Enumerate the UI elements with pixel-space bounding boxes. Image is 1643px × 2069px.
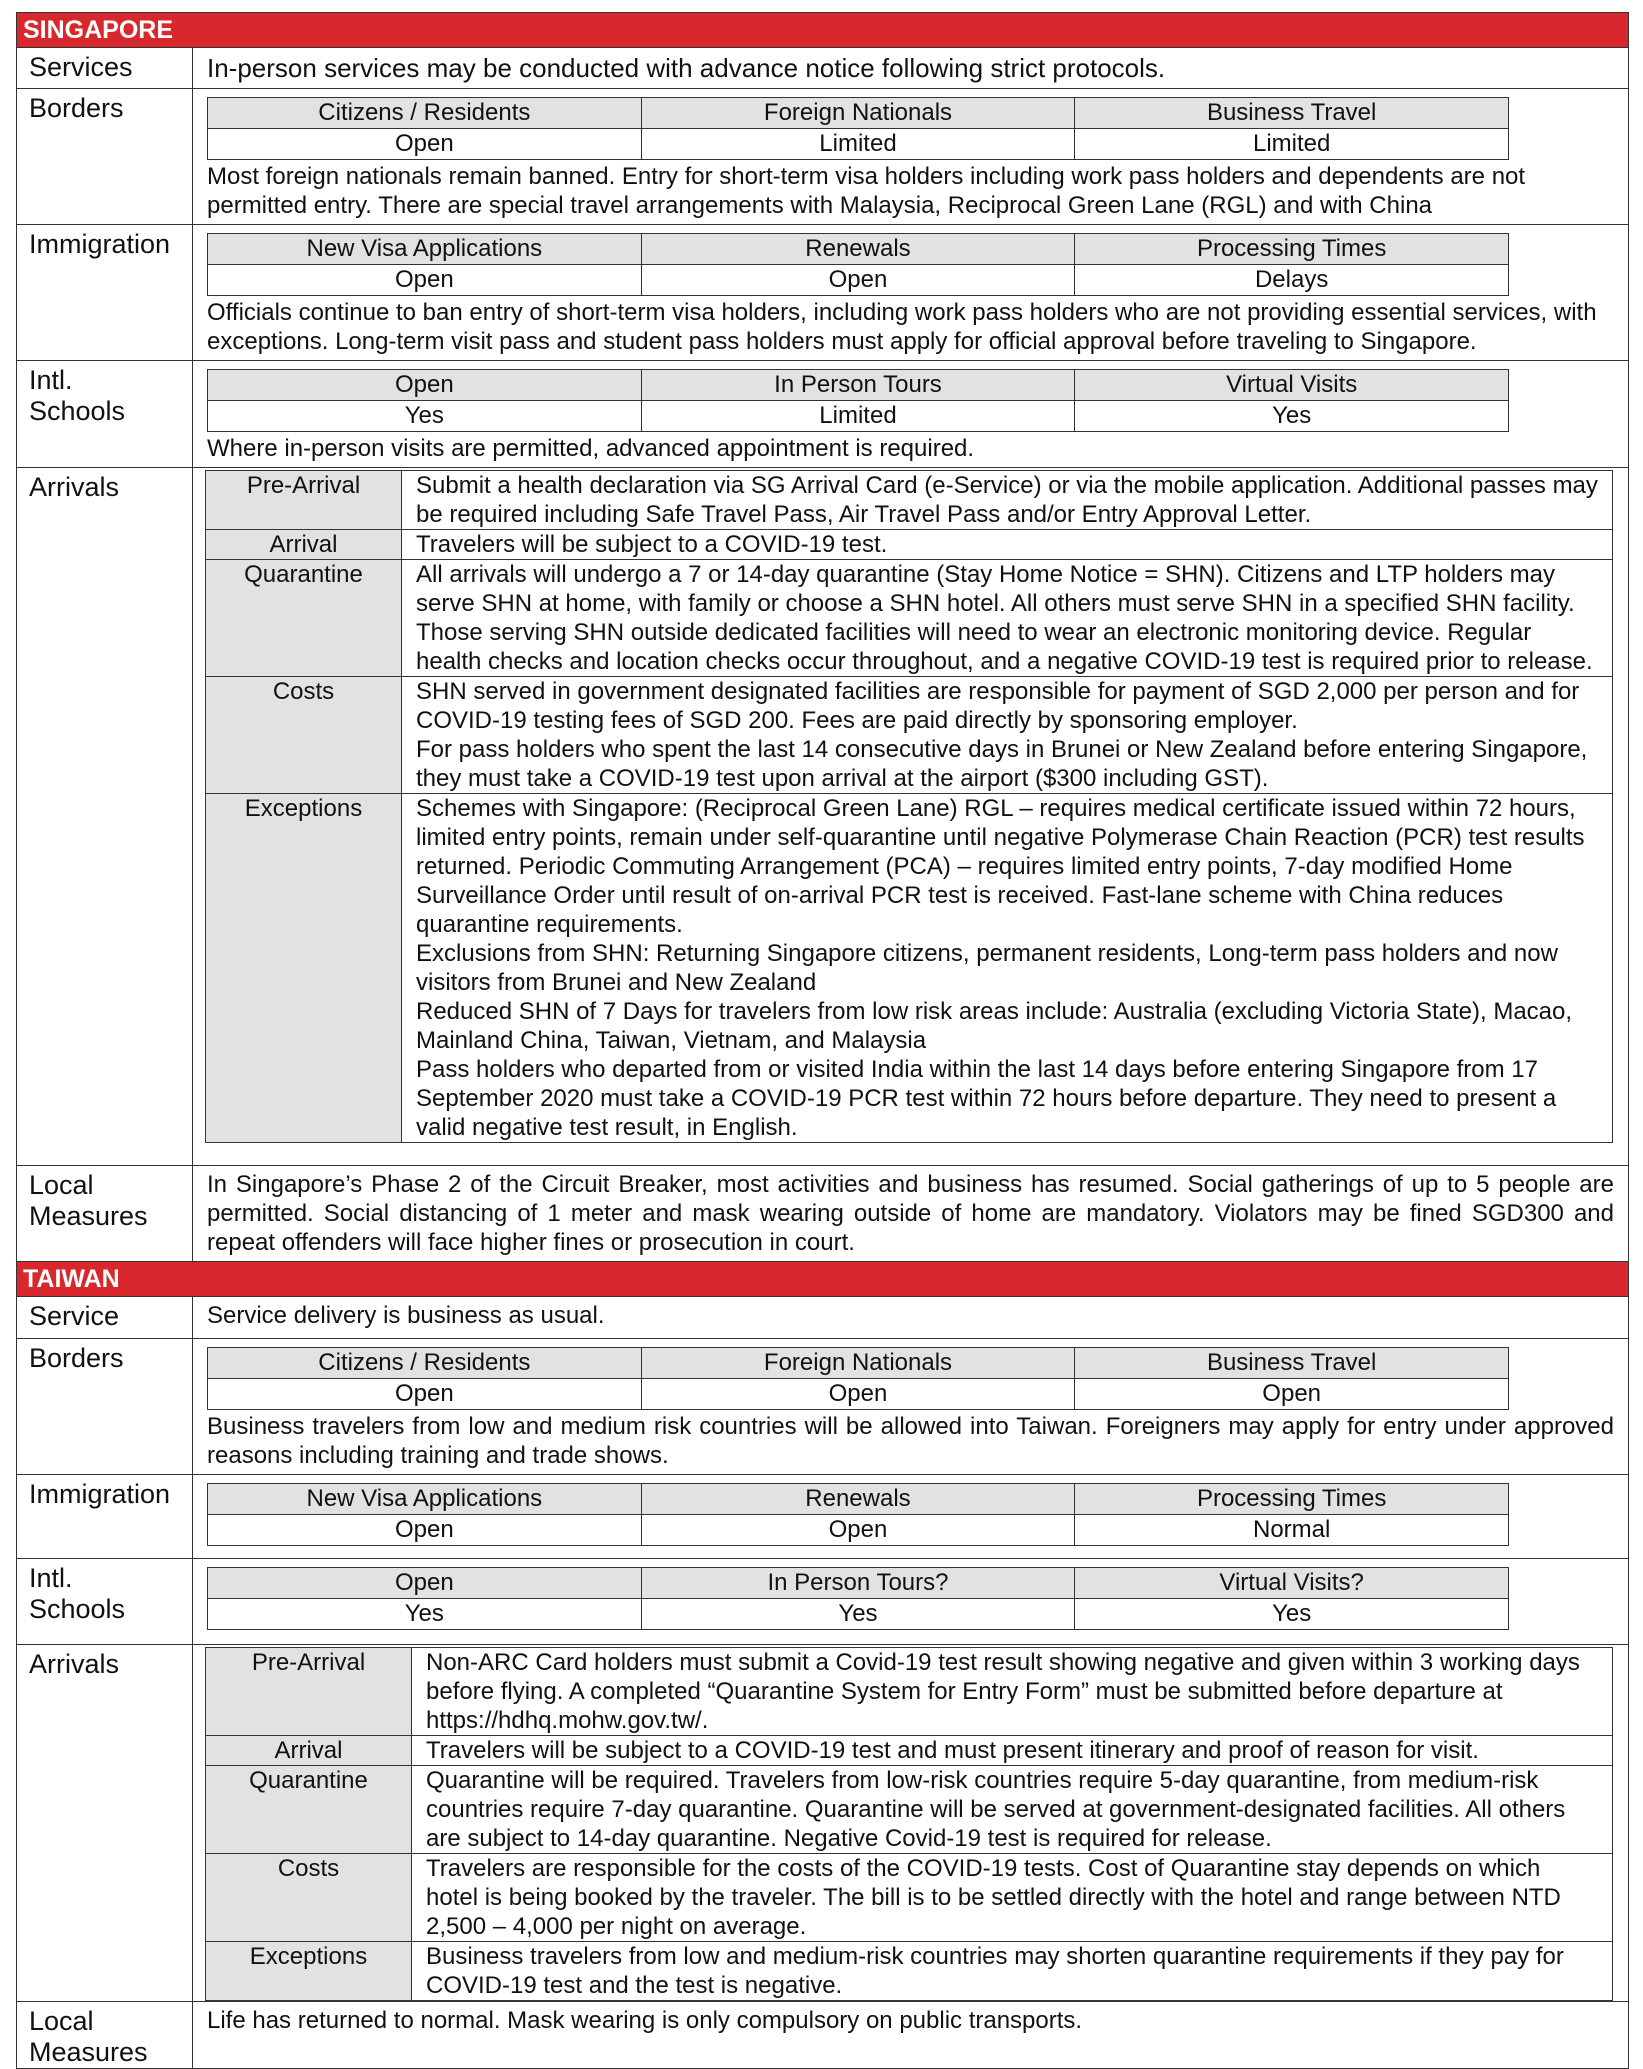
row-immigration — [17, 225, 1629, 361]
row-local-measures — [17, 1166, 1629, 1262]
local-measures-text: In Singapore’s Phase 2 of the Circuit Breaker, most activities and business has resumed. Social gatherings of up to 5 people are permitted. Social distancing of 1 meter and mask wearing outside of home are mandatory. Violators may be fined SGD300 and repeat offenders will face higher fines or prosecution in court. — [207, 1171, 1614, 1256]
row-borders — [17, 89, 1629, 225]
arrivals-row-arrival — [206, 1736, 1613, 1766]
row-label: Borders — [17, 89, 193, 225]
arrivals-text — [402, 471, 1613, 530]
status-grid — [207, 233, 1509, 296]
local-measures-text: Life has returned to normal. Mask wearing is only compulsory on public transports. — [207, 2007, 1083, 2034]
grid-value: Open — [208, 265, 642, 296]
grid-value: Yes — [1075, 401, 1509, 432]
row-label: Services — [17, 48, 193, 89]
arrivals-label: Pre-Arrival — [206, 1648, 412, 1736]
grid-header: Virtual Visits — [1075, 370, 1509, 401]
arrivals-label: Exceptions — [206, 794, 402, 1143]
row-label — [17, 2002, 193, 2069]
label-line: Schools — [29, 396, 126, 426]
row-schools — [17, 361, 1629, 468]
row-content — [193, 1339, 1629, 1475]
borders-note: Most foreign nationals remain banned. Entry for short-term visa holders including work pass holders and dependents are not permitted entry. There are special travel arrangements with Malaysia, Reciprocal Green Lane (RGL) and with China — [207, 163, 1526, 219]
arrivals-text — [412, 1736, 1613, 1766]
grid-header: Business Travel — [1075, 1348, 1509, 1379]
row-label: Arrivals — [17, 468, 193, 1166]
label-line: Local — [29, 2006, 94, 2036]
grid-header: Renewals — [641, 1484, 1075, 1515]
label-line: Measures — [29, 2037, 148, 2067]
paragraph: Quarantine will be required. Travelers from low-risk countries require 5-day quarantine, from medium-risk countries require 7-day quarantine. Quarantine will be served at government-designated facilities. All others are subject to 14-day quarantine. Negative Covid-19 test is required for release. — [426, 1767, 1566, 1852]
paragraph: Submit a health declaration via SG Arrival Card (e-Service) or via the mobile application. Additional passes may be required including Safe Travel Pass, Air Travel Pass and/or Entry Approval Letter. — [416, 472, 1598, 528]
arrivals-table — [205, 470, 1613, 1143]
grid-value: Limited — [1075, 129, 1509, 160]
grid-header: New Visa Applications — [208, 1484, 642, 1515]
grid-header: In Person Tours — [641, 370, 1075, 401]
grid-value: Limited — [641, 401, 1075, 432]
grid-value: Yes — [641, 1599, 1075, 1630]
status-grid — [207, 369, 1509, 432]
grid-value: Limited — [641, 129, 1075, 160]
paragraph: All arrivals will undergo a 7 or 14-day quarantine (Stay Home Notice = SHN). Citizens and LTP holders may serve SHN at home, with family or choose a SHN hotel. All others must serve SHN in a specified SHN facility. Those serving SHN outside dedicated facilities will need to wear an electronic monitoring device. Regular health checks and location checks occur throughout, and a negative COVID-19 test is required prior to release. — [416, 561, 1593, 675]
arrivals-label: Pre-Arrival — [206, 471, 402, 530]
row-label: Immigration — [17, 225, 193, 361]
arrivals-text — [412, 1942, 1613, 2001]
paragraph: Business travelers from low and medium-risk countries may shorten quarantine requirements if they pay for COVID-19 test and the test is negative. — [426, 1943, 1564, 1999]
row-label — [17, 1166, 193, 1262]
arrivals-label: Exceptions — [206, 1942, 412, 2001]
grid-value: Yes — [208, 1599, 642, 1630]
country-header-taiwan: TAIWAN — [17, 1262, 1629, 1297]
grid-value: Open — [641, 265, 1075, 296]
arrivals-row-exceptions — [206, 794, 1613, 1143]
arrivals-text — [412, 1648, 1613, 1736]
borders-note: Business travelers from low and medium risk countries will be allowed into Taiwan. Foreigners may apply for entry under approved reasons including training and trade shows. — [207, 1413, 1614, 1469]
row-content — [193, 89, 1629, 225]
country-header-singapore: SINGAPORE — [17, 13, 1629, 48]
status-grid — [207, 1567, 1509, 1630]
paragraph: Travelers are responsible for the costs of the COVID-19 tests. Cost of Quarantine stay depends on which hotel is being booked by the traveler. The bill is to be settled directly with the hotel and range between NTD 2,500 – 4,000 per night on average. — [426, 1855, 1561, 1940]
arrivals-row-pre-arrival — [206, 1648, 1613, 1736]
grid-header: New Visa Applications — [208, 234, 642, 265]
arrivals-label: Arrival — [206, 1736, 412, 1766]
paragraph: SHN served in government designated facilities are responsible for payment of SGD 2,000 per person and for COVID-19 testing fees of SGD 200. Fees are paid directly by sponsoring employer. — [416, 678, 1580, 734]
row-content — [193, 1475, 1629, 1559]
grid-header: Virtual Visits? — [1075, 1568, 1509, 1599]
arrivals-row-pre-arrival — [206, 471, 1613, 530]
row-label: Borders — [17, 1339, 193, 1475]
row-label — [17, 1559, 193, 1645]
arrivals-text — [402, 530, 1613, 560]
grid-header: Foreign Nationals — [641, 1348, 1075, 1379]
grid-header: Citizens / Residents — [208, 98, 642, 129]
status-grid — [207, 1347, 1509, 1410]
schools-note: Where in-person visits are permitted, advanced appointment is required. — [207, 435, 975, 462]
row-label: Immigration — [17, 1475, 193, 1559]
grid-header: Citizens / Residents — [208, 1348, 642, 1379]
paragraph: Travelers will be subject to a COVID-19 test and must present itinerary and proof of reason for visit. — [426, 1737, 1479, 1764]
grid-value: Open — [641, 1379, 1075, 1410]
row-services — [17, 48, 1629, 89]
row-schools — [17, 1559, 1629, 1645]
grid-value: Yes — [208, 401, 642, 432]
grid-value: Open — [1075, 1379, 1509, 1410]
row-arrivals — [17, 1645, 1629, 2002]
status-grid — [207, 1483, 1509, 1546]
grid-header: Foreign Nationals — [641, 98, 1075, 129]
arrivals-text — [412, 1766, 1613, 1854]
row-content — [193, 225, 1629, 361]
arrivals-label: Quarantine — [206, 1766, 412, 1854]
row-content — [193, 1559, 1629, 1645]
row-service — [17, 1297, 1629, 1339]
row-content — [193, 2002, 1629, 2069]
paragraph: Travelers will be subject to a COVID-19 test. — [416, 531, 888, 558]
row-borders — [17, 1339, 1629, 1475]
label-line: Local — [29, 1170, 94, 1200]
row-label: Arrivals — [17, 1645, 193, 2002]
row-content — [193, 468, 1629, 1166]
arrivals-label: Arrival — [206, 530, 402, 560]
row-local-measures — [17, 2002, 1629, 2069]
label-line: Intl. — [29, 365, 73, 395]
arrivals-text — [402, 560, 1613, 677]
label-line: Measures — [29, 1201, 148, 1231]
grid-header: Renewals — [641, 234, 1075, 265]
arrivals-row-costs — [206, 1854, 1613, 1942]
country-status-table — [16, 12, 1629, 2069]
paragraph: Reduced SHN of 7 Days for travelers from low risk areas include: Australia (excluding Victoria State), Macao, Mainland China, Taiwan, Vietnam, and Malaysia — [416, 998, 1573, 1054]
row-label — [17, 361, 193, 468]
row-content — [193, 48, 1629, 89]
grid-header: Open — [208, 370, 642, 401]
immigration-note: Officials continue to ban entry of short-term visa holders, including work pass holders who are not providing essential services, with exceptions. Long-term visit pass and student pass holders must apply for official approval before traveling to Singapore. — [207, 299, 1597, 355]
arrivals-label: Quarantine — [206, 560, 402, 677]
arrivals-row-quarantine — [206, 560, 1613, 677]
arrivals-row-exceptions — [206, 1942, 1613, 2001]
paragraph: For pass holders who spent the last 14 consecutive days in Brunei or New Zealand before entering Singapore, they must take a COVID-19 test upon arrival at the airport ($300 including GST). — [416, 736, 1588, 792]
row-immigration — [17, 1475, 1629, 1559]
grid-header: Business Travel — [1075, 98, 1509, 129]
arrivals-text — [402, 794, 1613, 1143]
service-text: Service delivery is business as usual. — [207, 1302, 605, 1329]
arrivals-row-quarantine — [206, 1766, 1613, 1854]
arrivals-row-arrival — [206, 530, 1613, 560]
paragraph: Exclusions from SHN: Returning Singapore citizens, permanent residents, Long-term pass holders and now visitors from Brunei and New Zealand — [416, 940, 1558, 996]
paragraph: Non-ARC Card holders must submit a Covid-19 test result showing negative and given within 3 working days before flying. A completed “Quarantine System for Entry Form” must be submitted before departure at https://hdhq.mohw.gov.tw/. — [426, 1649, 1580, 1734]
arrivals-label: Costs — [206, 1854, 412, 1942]
grid-value: Normal — [1075, 1515, 1509, 1546]
grid-header: Open — [208, 1568, 642, 1599]
row-content — [193, 1297, 1629, 1339]
grid-header: Processing Times — [1075, 234, 1509, 265]
grid-value: Open — [641, 1515, 1075, 1546]
grid-value: Open — [208, 129, 642, 160]
arrivals-text — [412, 1854, 1613, 1942]
status-grid — [207, 97, 1509, 160]
row-content — [193, 361, 1629, 468]
grid-header: In Person Tours? — [641, 1568, 1075, 1599]
row-content — [193, 1166, 1629, 1262]
paragraph: Schemes with Singapore: (Reciprocal Green Lane) RGL – requires medical certificate issued within 72 hours, limited entry points, remain under self-quarantine until negative Polymerase Chain Reaction (PCR) test results returned. Periodic Commuting Arrangement (PCA) – requires limited entry points, 7-day modified Home Surveillance Order until result of on-arrival PCR test is received. Fast-lane scheme with China reduces quarantine requirements. — [416, 795, 1585, 938]
grid-value: Delays — [1075, 265, 1509, 296]
arrivals-text — [402, 677, 1613, 794]
arrivals-table — [205, 1647, 1613, 2001]
arrivals-label: Costs — [206, 677, 402, 794]
document-page — [16, 12, 1629, 2067]
row-arrivals — [17, 468, 1629, 1166]
label-line: Schools — [29, 1594, 126, 1624]
arrivals-row-costs — [206, 677, 1613, 794]
services-text: In-person services may be conducted with advance notice following strict protocols. — [207, 53, 1166, 83]
grid-value: Open — [208, 1515, 642, 1546]
grid-value: Yes — [1075, 1599, 1509, 1630]
grid-header: Processing Times — [1075, 1484, 1509, 1515]
row-content — [193, 1645, 1629, 2002]
row-label: Service — [17, 1297, 193, 1339]
label-line: Intl. — [29, 1563, 73, 1593]
paragraph: Pass holders who departed from or visited India within the last 14 days before entering Singapore from 17 September 2020 must take a COVID-19 PCR test within 72 hours before departure. They need to present a valid negative test result, in English. — [416, 1056, 1557, 1141]
grid-value: Open — [208, 1379, 642, 1410]
